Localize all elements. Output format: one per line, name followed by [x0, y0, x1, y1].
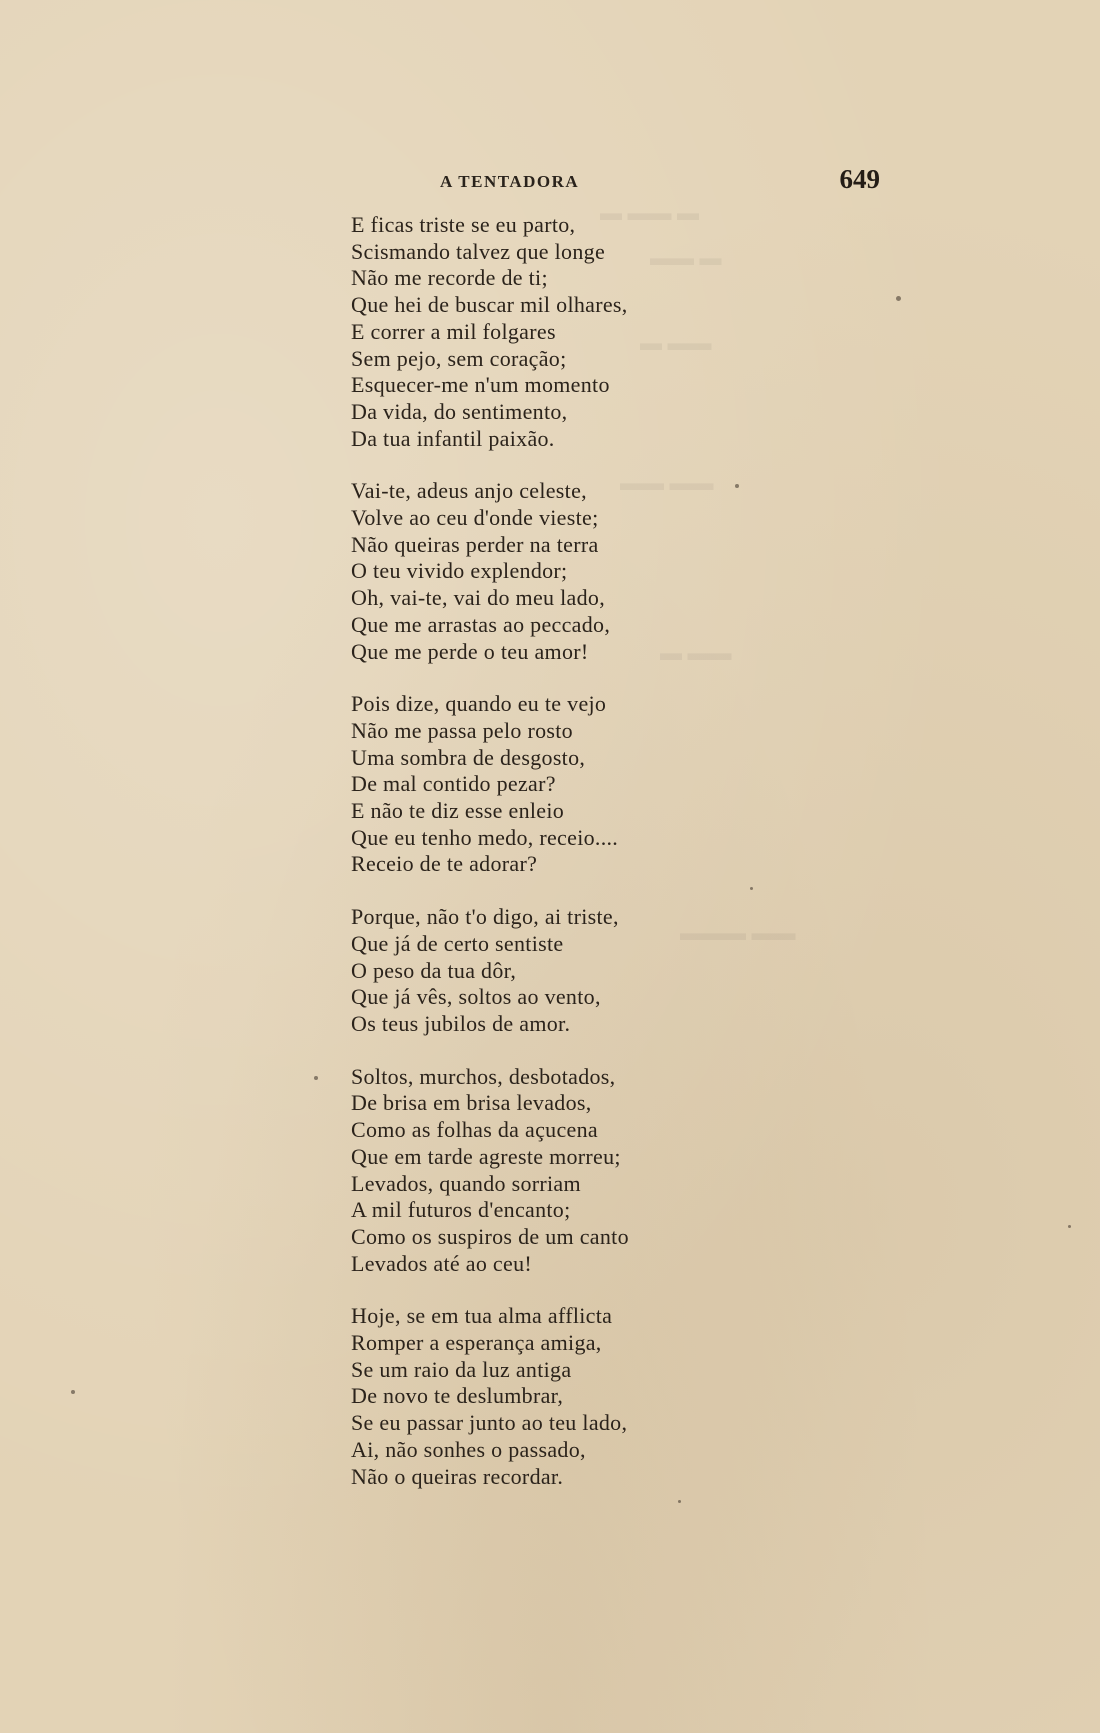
running-title: A TENTADORA [440, 172, 580, 191]
verse-line: Esquecer-me n'um momento [351, 372, 610, 398]
show-through-ghost: ▬ ▬▬ ▬ [600, 200, 699, 225]
paper-speck [1068, 1225, 1071, 1228]
verse-line: E correr a mil folgares [351, 318, 556, 344]
verse-line: Da tua infantil paixão. [351, 425, 555, 451]
stanza [351, 212, 751, 452]
stanza [351, 1064, 751, 1278]
verse-line: Que me perde o teu amor! [351, 638, 589, 664]
show-through-ghost: ▬▬ ▬▬ [620, 470, 714, 495]
stanza [351, 478, 751, 665]
paper-speck [896, 296, 901, 301]
verse-line: Que em tarde agreste morreu; [351, 1143, 621, 1169]
verse-line: Como as folhas da açucena [351, 1117, 598, 1143]
show-through-ghost: ▬▬▬ ▬▬ [680, 920, 796, 945]
verse-line: Porque, não t'o digo, ai triste, [351, 904, 619, 930]
verse-line: Os teus jubilos de amor. [351, 1010, 571, 1036]
verse-line: Que eu tenho medo, receio.... [351, 824, 619, 850]
verse-line: E não te diz esse enleio [351, 798, 565, 824]
show-through-ghost: ▬ ▬▬ [640, 330, 712, 355]
verse-line: Volve ao ceu d'onde vieste; [351, 505, 599, 531]
verse-line: O peso da tua dôr, [351, 957, 517, 983]
verse-line: Da vida, do sentimento, [351, 398, 568, 424]
stanza [351, 904, 751, 1038]
verse-line: Se um raio da luz antiga [351, 1356, 572, 1382]
verse-line: Como os suspiros de um canto [351, 1223, 629, 1249]
verse-line: Hoje, se em tua alma afflicta [351, 1303, 613, 1329]
verse-line: Vai-te, adeus anjo celeste, [351, 478, 587, 504]
verse-line: Receio de te adorar? [351, 851, 538, 877]
verse-line: Levados, quando sorriam [351, 1170, 581, 1196]
poem-body [351, 212, 751, 1516]
verse-line: Se eu passar junto ao teu lado, [351, 1410, 628, 1436]
verse-line: O teu vivido explendor; [351, 558, 568, 584]
page-header [340, 160, 880, 200]
verse-line: Oh, vai-te, vai do meu lado, [351, 585, 605, 611]
verse-line: Pois dize, quando eu te vejo [351, 691, 607, 717]
verse-line: Que já vês, soltos ao vento, [351, 984, 601, 1010]
verse-line: Uma sombra de desgosto, [351, 744, 586, 770]
paper-speck [71, 1390, 75, 1394]
verse-line: Não me recorde de ti; [351, 265, 548, 291]
verse-line: Que já de certo sentiste [351, 930, 564, 956]
stanza [351, 691, 751, 878]
verse-line: Romper a esperança amiga, [351, 1330, 602, 1356]
verse-line: Não o queiras recordar. [351, 1463, 564, 1489]
verse-line: E ficas triste se eu parto, [351, 212, 576, 237]
verse-line: A mil futuros d'encanto; [351, 1197, 571, 1223]
verse-line: Não queiras perder na terra [351, 531, 599, 557]
verse-line: Levados até ao ceu! [351, 1250, 532, 1276]
stanza [351, 1303, 751, 1490]
verse-line: Sem pejo, sem coração; [351, 345, 567, 371]
verse-line: Soltos, murchos, desbotados, [351, 1063, 616, 1089]
verse-line: De brisa em brisa levados, [351, 1090, 592, 1116]
verse-line: Que me arrastas ao peccado, [351, 611, 611, 637]
verse-line: Que hei de buscar mil olhares, [351, 292, 628, 318]
paper-speck [314, 1076, 318, 1080]
show-through-ghost: ▬ ▬▬ [660, 640, 732, 665]
show-through-ghost: ▬▬ ▬ [650, 245, 722, 270]
verse-line: Scismando talvez que longe [351, 238, 606, 264]
verse-line: De novo te deslumbrar, [351, 1383, 564, 1409]
verse-line: Não me passa pelo rosto [351, 717, 573, 743]
verse-line: De mal contido pezar? [351, 771, 556, 797]
verse-line: Ai, não sonhes o passado, [351, 1436, 586, 1462]
page-number: 649 [839, 164, 880, 194]
